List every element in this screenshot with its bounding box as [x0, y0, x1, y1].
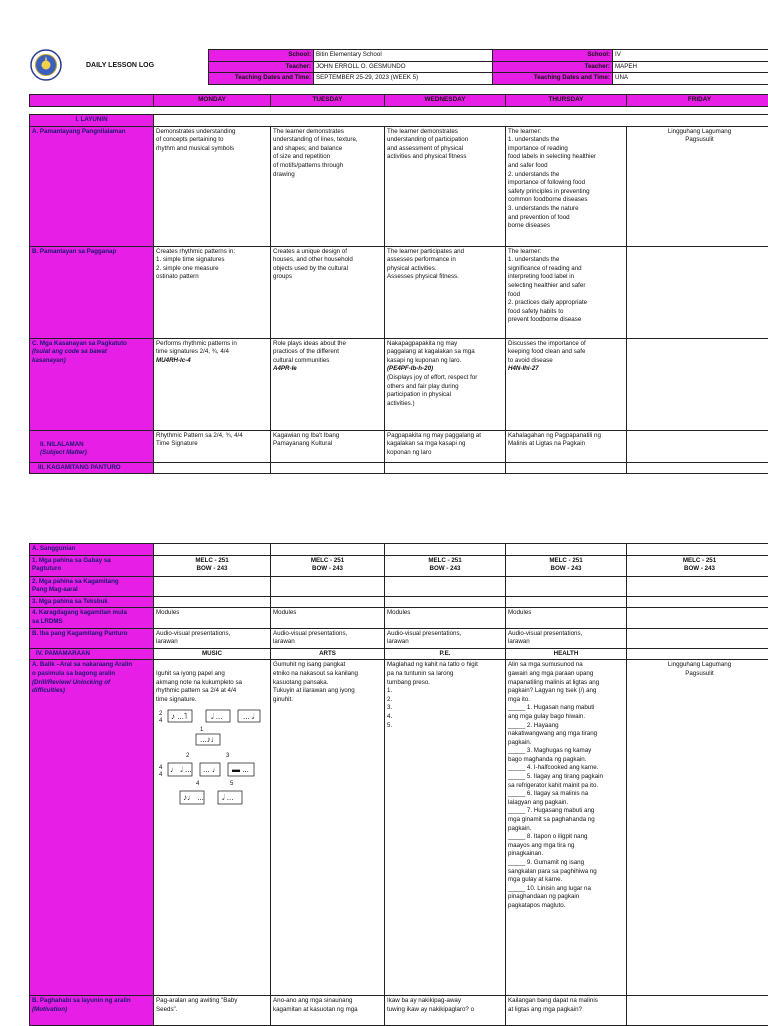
cell-b-fri	[627, 246, 768, 338]
cell-a-fri: Lingguhang Lagumang Pagsusulit	[627, 126, 768, 246]
num-1: 1	[200, 727, 204, 733]
school-label: School:	[209, 50, 314, 62]
cell-c-thu-text: Discusses the importance of keeping food clean and safe to avoid disease	[508, 340, 586, 364]
code-arts: A4PR-Ie	[273, 365, 382, 374]
note-glyph-2: 𝅗𝅥 ...	[211, 712, 222, 721]
subject-arts: ARTS	[271, 648, 385, 660]
code-pe: (PE4PF-Ib-h-20)	[387, 365, 503, 374]
day-friday: FRIDAY	[627, 95, 768, 107]
lrdms-thu: Modules	[506, 608, 627, 628]
school-value: Bitin Elementary School	[314, 50, 493, 62]
kasanayan-sub: (Isulat ang code sa bawat kasanayan)	[32, 348, 151, 365]
paghahabi-fri	[627, 996, 768, 1026]
balik-sub: (Drill/Review/ Unlocking of difficulties)	[32, 679, 151, 696]
melc-tue: MELC - 251 BOW - 243	[271, 555, 385, 576]
paghahabi-wed: Ikaw ba ay nakikipag-away tuwing ikaw ay nakikipaglaro? o	[385, 996, 506, 1026]
av-fri	[627, 628, 768, 648]
day-monday: MONDAY	[154, 95, 271, 107]
note-glyph-5: ♩ 𝅗𝅥 ...	[170, 765, 192, 774]
av-thu: Audio-visual presentations, larawan	[506, 628, 627, 648]
layunin-blank	[154, 115, 768, 127]
row-label-balik-aral	[30, 660, 154, 996]
procedures-table	[29, 543, 768, 1026]
row-label-paghahabi	[30, 996, 154, 1026]
quarter-value: UNA	[613, 73, 768, 85]
cell-a-tue: The learner demonstrates understanding of lines, texture, and shapes; and balance of size and repetition of motifs/patterns through drawing	[271, 126, 385, 246]
cell-t-fri	[627, 596, 768, 608]
cell-s-mon	[154, 544, 271, 556]
cell-e-mon	[154, 462, 271, 474]
day-header	[29, 94, 768, 107]
cell-k-fri	[627, 576, 768, 596]
paghahabi-sub: (Motivation)	[32, 1006, 151, 1015]
row-label-sanggunian: A. Sanggunian	[30, 544, 154, 556]
row-label-pamantayan-sa-pagganap: B. Pamantayan sa Pagganap	[30, 246, 154, 338]
av-tue: Audio-visual presentations, larawan	[271, 628, 385, 648]
balik-mon	[154, 660, 271, 996]
melc-wed: MELC - 251 BOW - 243	[385, 555, 506, 576]
num-4: 4	[196, 781, 200, 787]
cell-e-thu	[506, 462, 627, 474]
melc-fri: MELC - 251 BOW - 243	[627, 555, 768, 576]
cell-d-thu: Kahalagahan ng Pagpapanatili ng Malinis at Ligtas na Pagkain	[506, 430, 627, 462]
subject-music: MUSIC	[154, 648, 271, 660]
num-3: 3	[226, 753, 230, 759]
header-info-table	[208, 49, 768, 85]
grade-value: IV	[613, 50, 768, 62]
cell-b-wed: The learner participates and assesses performance in physical activities. Assesses physical fitness.	[385, 246, 506, 338]
subject-health: HEALTH	[506, 648, 627, 660]
area-value: MAPEH	[613, 61, 768, 73]
code-music: MU4RH-Ic-4	[156, 357, 268, 366]
cell-c-fri	[627, 338, 768, 430]
grade-label: School:	[493, 50, 613, 62]
balik-wed: Maglahad ng kahit na tatlo o higit pa na tuntunin sa larong tumbang preso. 1. 2. 3. 4. 5.	[385, 660, 506, 996]
av-wed: Audio-visual presentations, larawan	[385, 628, 506, 648]
lrdms-fri	[627, 608, 768, 628]
day-thursday: THURSDAY	[506, 95, 627, 107]
day-tuesday: TUESDAY	[271, 95, 385, 107]
cell-c-tue-text: Role plays ideas about the practices of the different cultural communities	[273, 340, 346, 364]
paghahabi-label: B. Paghahabi sa layunin ng aralin	[32, 997, 131, 1004]
cell-e-wed	[385, 462, 506, 474]
nilalaman-label: II. NILALAMAN	[32, 432, 151, 450]
row-label-kagamitang-panturo: III. KAGAMITANG PANTURO	[30, 462, 154, 474]
cell-b-mon: Creates rhythmic patterns in: 1. simple time signatures 2. simple one measure ostinato pattern	[154, 246, 271, 338]
cell-d-tue: Kagawian ng Iba't Ibang Pamayanang Kultural	[271, 430, 385, 462]
note-glyph-9: 𝅗𝅥 ...	[222, 793, 233, 802]
lrdms-wed: Modules	[385, 608, 506, 628]
quarter-label: Teaching Dates and Time:	[493, 73, 613, 85]
area-label: Teacher:	[493, 61, 613, 73]
melc-mon: MELC - 251 BOW - 243	[154, 555, 271, 576]
page-title: DAILY LESSON LOG	[86, 62, 154, 69]
deped-logo	[30, 49, 62, 81]
note-glyph-8: ♪♩ ...	[183, 793, 204, 802]
time-sig-4-4-bottom: 4	[159, 772, 163, 778]
cell-e-fri	[627, 462, 768, 474]
row-label-pamantayang-pangnilalaman: A. Pamantayang Pangnilalaman	[30, 126, 154, 246]
paghahabi-thu: Kailangan bang dapat na malinis at ligtas ang mga pagkain?	[506, 996, 627, 1026]
cell-t-wed	[385, 596, 506, 608]
time-sig-2-4-top: 2	[159, 711, 163, 717]
row-label-teksbuk: 3. Mga pahina sa Teksbuk	[30, 596, 154, 608]
balik-fri: Lingguhang Lagumang Pagsusulit	[627, 660, 768, 996]
balik-tue: Gumuhit ng isang pangkat etniko na nakasout sa kanilang kasuotang pansaka. Tukuyin at ilarawan ang iyong ginuhit.	[271, 660, 385, 996]
objectives-table	[29, 114, 768, 474]
balik-thu: Alin sa mga sumusunod na gawain ang mga paraan upang mapanatiling malinis at ligtas ang pagkain? Lagyan ng tsek (/) ang mga ito. _____ 1. Hugasan nang mabuti ang mga gulay bago hiwain. _____ 2. Hayaang nakatiwangwang ang mga tirang pagkain. _____ 3. Maghugas ng kamay bago maghanda ng pagkain. _____ 4. I-halfcooked ang karne. _____ 5. Ilagay ang tirang pagkain sa refrigerator kahit mainit pa ito. _____ 6. Ilagay sa malinis na lalagyan ang pagkain. _____ 7. Hugasang mabuti ang mga ginamit sa paghahanda ng pagkain. _____ 8. Itapon o iligpit nang maayos ang mga tira ng pinagkainan. _____ 9. Gumamit ng isang sangkalan para sa paghihiwa ng mga gulay at karne. _____ 10. Linisin ang lugar na pinaghandaan ng pagkain pagkatapos magluto.	[506, 660, 627, 996]
cell-a-wed: The learner demonstrates understanding of participation and assessment of physical activities and physical fitness	[385, 126, 506, 246]
paghahabi-mon: Pag-aralan ang awiting "Baby Seeds".	[154, 996, 271, 1026]
lrdms-mon: Modules	[154, 608, 271, 628]
lrdms-tue: Modules	[271, 608, 385, 628]
note-glyph-7: ▬ ...	[232, 765, 249, 774]
cell-s-wed	[385, 544, 506, 556]
cell-k-mon	[154, 576, 271, 596]
cell-k-thu	[506, 576, 627, 596]
cell-e-tue	[271, 462, 385, 474]
row-label-lrdms: 4. Karagdagang kagamitan mula sa LRDMS	[30, 608, 154, 628]
cell-s-fri	[627, 544, 768, 556]
cell-s-tue	[271, 544, 385, 556]
layunin-heading: I. LAYUNIN	[30, 115, 154, 127]
teacher-value: JOHN ERROLL O. GESMUNDO	[314, 61, 493, 73]
cell-b-tue: Creates a unique design of houses, and other household objects used by the cultural groups	[271, 246, 385, 338]
cell-s-thu	[506, 544, 627, 556]
cell-t-mon	[154, 596, 271, 608]
teacher-label: Teacher:	[209, 61, 314, 73]
cell-d-wed: Pagpapakita ng may paggalang at kagalakan sa mga kasapi ng koponan ng laro	[385, 430, 506, 462]
cell-c-mon	[154, 338, 271, 430]
balik-label: A. Balik –Aral sa nakaraang Aralin o pasimula sa bagong aralin	[32, 661, 132, 677]
cell-d-fri	[627, 430, 768, 462]
subject-friday	[627, 648, 768, 660]
seal-icon	[30, 49, 62, 81]
note-glyph-4: ...♪♩	[200, 735, 219, 744]
row-label-kasanayan	[30, 338, 154, 430]
cell-c-mon-text: Performs rhythmic patterns in time signatures 2/4, ¾, 4/4	[156, 340, 237, 356]
day-wednesday: WEDNESDAY	[385, 95, 506, 107]
melc-thu: MELC - 251 BOW - 243	[506, 555, 627, 576]
cell-d-mon: Rhythmic Pattern sa 2/4, ¾, 4/4 Time Signature	[154, 430, 271, 462]
kasanayan-label: C. Mga Kasanayan sa Pagkatuto	[32, 340, 127, 347]
time-sig-2-4-bottom: 4	[159, 718, 163, 724]
row-label-nilalaman	[30, 430, 154, 462]
row-label-kagamitang-mag-aaral: 2. Mga pahina sa Kagamitang Pang Mag-aaral	[30, 576, 154, 596]
cell-k-wed	[385, 576, 506, 596]
row-label-gabay: 1. Mga pahina sa Gabay sa Pagtuturo	[30, 555, 154, 576]
dates-value: SEPTEMBER 25-29, 2023 (WEEK 5)	[314, 73, 493, 85]
dates-label: Teaching Dates and Time:	[209, 73, 314, 85]
av-mon: Audio-visual presentations, larawan	[154, 628, 271, 648]
note-glyph-3: ... 𝅗𝅥	[243, 712, 255, 721]
row-label-pamamaraan: IV. PAMAMARAAN	[30, 648, 154, 660]
num-2: 2	[186, 753, 190, 759]
cell-c-thu	[506, 338, 627, 430]
cell-c-wed	[385, 338, 506, 430]
paghahabi-tue: Ano-ano ang mga sinaunang kagamitan at kasuotan ng mga	[271, 996, 385, 1026]
balik-mon-text: Iguhit sa iyong papel ang akmang note na kukumpleto sa rhythmic pattern sa 2/4 at 4/4 time signature.	[156, 670, 242, 703]
nilalaman-sub: (Subject Matter)	[32, 449, 151, 458]
cell-c-wed-text: Nakapagpapakita ng may paggalang at kagalakan sa mga kasapi ng kuponan ng laro.	[387, 340, 475, 364]
code-health: H4N-Ihi-27	[508, 365, 624, 374]
cell-a-thu: The learner: 1. understands the importance of reading food labels in selecting healthier and safer food 2. understands the importance of following food safety principles in preventing common foodborne diseases 3. understands the nature and prevention of food borne diseases	[506, 126, 627, 246]
time-sig-4-4-top: 4	[159, 765, 163, 771]
rhythm-pattern-figure	[156, 707, 264, 835]
cell-t-thu	[506, 596, 627, 608]
cell-t-tue	[271, 596, 385, 608]
note-glyph-1: ♪ ...˥	[171, 712, 187, 721]
cell-c-wed-extra: (Displays joy of effort, respect for others and fair play during participation in physical activities.)	[387, 374, 503, 408]
note-glyph-6: ... ♩	[203, 765, 220, 774]
subject-pe: P.E.	[385, 648, 506, 660]
num-5: 5	[230, 781, 234, 787]
cell-b-thu: The learner: 1. understands the significance of reading and interpreting food label in selecting healthier and safer food 2. practices daily appropriate food safety habits to prevent foodborne disease	[506, 246, 627, 338]
row-label-iba-pang-kagamitan: B. Iba pang Kagamitang Panturo	[30, 628, 154, 648]
cell-k-tue	[271, 576, 385, 596]
cell-a-mon: Demonstrates understanding of concepts pertaining to rhythm and musical symbols	[154, 126, 271, 246]
day-header-blank	[30, 95, 154, 107]
cell-c-tue	[271, 338, 385, 430]
